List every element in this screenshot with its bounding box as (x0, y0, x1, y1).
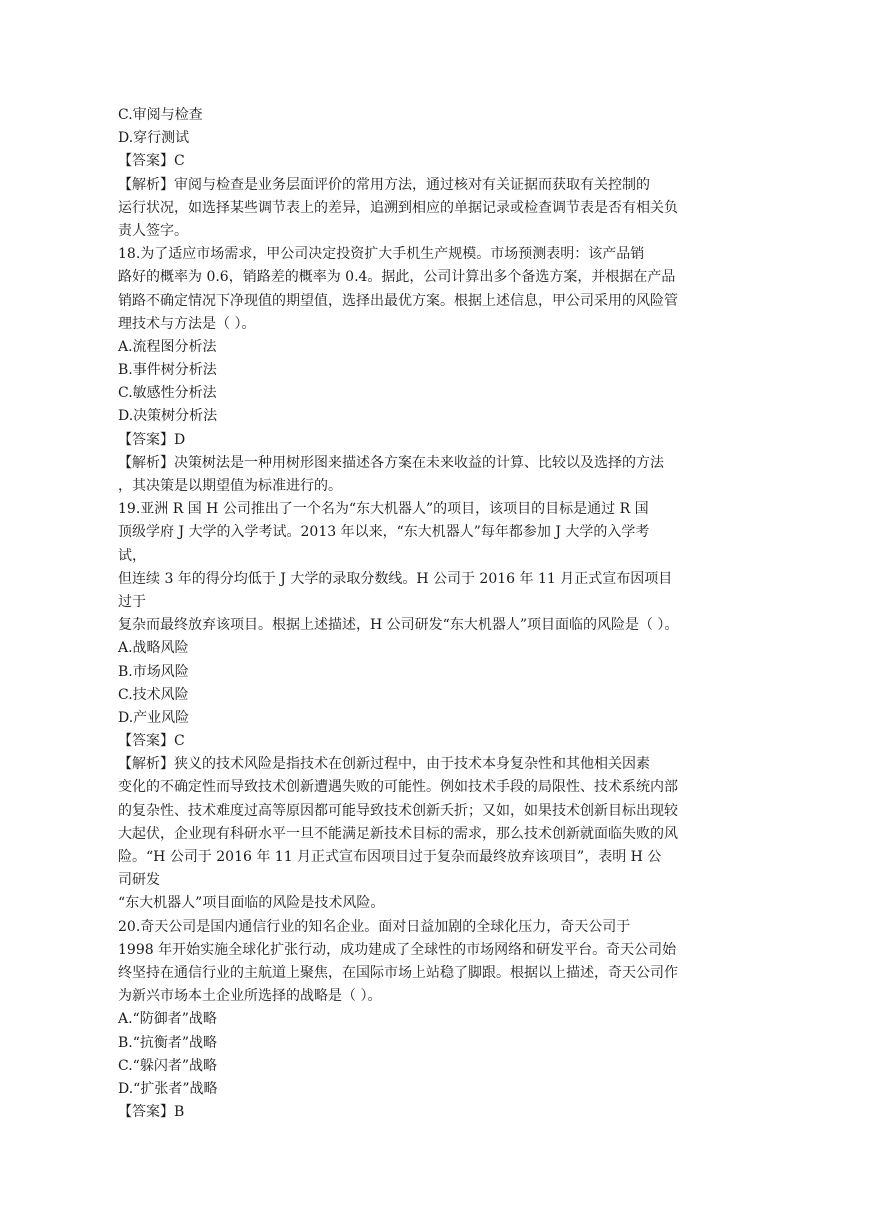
text-line: “东大机器人”项目面临的风险是技术风险。 (118, 895, 385, 912)
text-line: 【答案】D (118, 431, 186, 448)
text-line: 大起伏，企业现有科研水平一旦不能满足新技术目标的需求，那么技术创新就面临失败的风 (118, 825, 678, 842)
text-line: 过于 (118, 593, 146, 610)
text-line: C.审阅与检查 (118, 107, 203, 123)
text-line: 20.奇天公司是国内通信行业的知名企业。面对日益加剧的全球化压力，奇天公司于 (118, 918, 631, 935)
text-line: C.技术风险 (118, 686, 189, 703)
text-line: 但连续 3 年的得分均低于 J 大学的录取分数线。H 公司于 2016 年 11 月正式宣布因项目 (118, 570, 673, 587)
text-line: 【解析】审阅与检查是业务层面评价的常用方法，通过核对有关证据而获取有关控制的 (118, 176, 650, 193)
text-line: B.“抗衡者”战略 (118, 1034, 218, 1051)
text-line: 【解析】狭义的技术风险是指技术在创新过程中，由于技术本身复杂性和其他相关因素 (118, 756, 650, 773)
text-line: C.敏感性分析法 (118, 385, 217, 402)
text-line: 【答案】B (118, 1104, 185, 1121)
text-line: 试， (118, 547, 146, 564)
text-line: 路好的概率为 0.6，销路差的概率为 0.4。据此，公司计算出多个备选方案，并根据在产品 (118, 269, 676, 286)
text-line: B.事件树分析法 (118, 362, 217, 379)
text-line: 19.亚洲 R 国 H 公司推出了一个名为“东大机器人”的项目，该项目的目标是通过 R 国 (118, 501, 649, 518)
text-line: 销路不确定情况下净现值的期望值，选择出最优方案。根据上述信息，甲公司采用的风险管 (118, 292, 678, 309)
text-line: ，其决策是以期望值为标准进行的。 (118, 478, 342, 494)
text-line: 责人签字。 (118, 222, 188, 239)
text-line: 复杂而最终放弃该项目。根据上述描述，H 公司研发“东大机器人”项目面临的风险是（ ）。 (118, 617, 679, 634)
text-line: A.战略风险 (118, 640, 189, 657)
text-line: 为新兴市场本土企业所选择的战略是（ ）。 (118, 988, 382, 1005)
text-line: 1998 年开始实施全球化扩张行动，成功建成了全球性的市场网络和研发平台。奇天公司始 (118, 941, 677, 958)
text-line: 理技术与方法是（ ）。 (118, 315, 256, 332)
text-line: C.“躲闪者”战略 (118, 1057, 217, 1074)
text-line: B.市场风险 (118, 663, 189, 680)
text-line: A.流程图分析法 (118, 338, 217, 355)
text-line: 变化的不确定性而导致技术创新遭遇失败的可能性。例如技术手段的局限性、技术系统内部 (118, 779, 678, 796)
text-line: D.“扩张者”战略 (118, 1080, 218, 1097)
text-line: A.“防御者”战略 (118, 1011, 217, 1028)
text-line: D.穿行测试 (118, 130, 190, 147)
text-line: D.决策树分析法 (118, 408, 218, 425)
text-line: 终坚持在通信行业的主航道上聚焦，在国际市场上站稳了脚跟。根据以上描述，奇天公司作 (118, 964, 678, 981)
text-line: D.产业风险 (118, 709, 190, 726)
text-line: 险。“H 公司于 2016 年 11 月正式宣布因项目过于复杂而最终放弃该项目”，表明 H 公 (118, 849, 662, 865)
text-line: 【解析】决策树法是一种用树形图来描述各方案在未来收益的计算、比较以及选择的方法 (118, 454, 664, 471)
document-body (118, 104, 758, 1124)
text-line: 顶级学府 J 大学的入学考试。2013 年以来，“东大机器人”每年都参加 J 大学的入学考 (118, 524, 650, 541)
text-line: 【答案】C (118, 153, 185, 170)
text-line: 的复杂性、技术难度过高等原因都可能导致技术创新夭折；又如，如果技术创新目标出现较 (118, 802, 678, 819)
text-line: 18.为了适应市场需求，甲公司决定投资扩大手机生产规模。市场预测表明：该产品销 (118, 246, 645, 263)
text-line: 【答案】C (118, 733, 185, 750)
text-line: 司研发 (118, 872, 160, 889)
text-line: 运行状况，如选择某些调节表上的差异，追溯到相应的单据记录或检查调节表是否有相关负 (118, 199, 678, 216)
